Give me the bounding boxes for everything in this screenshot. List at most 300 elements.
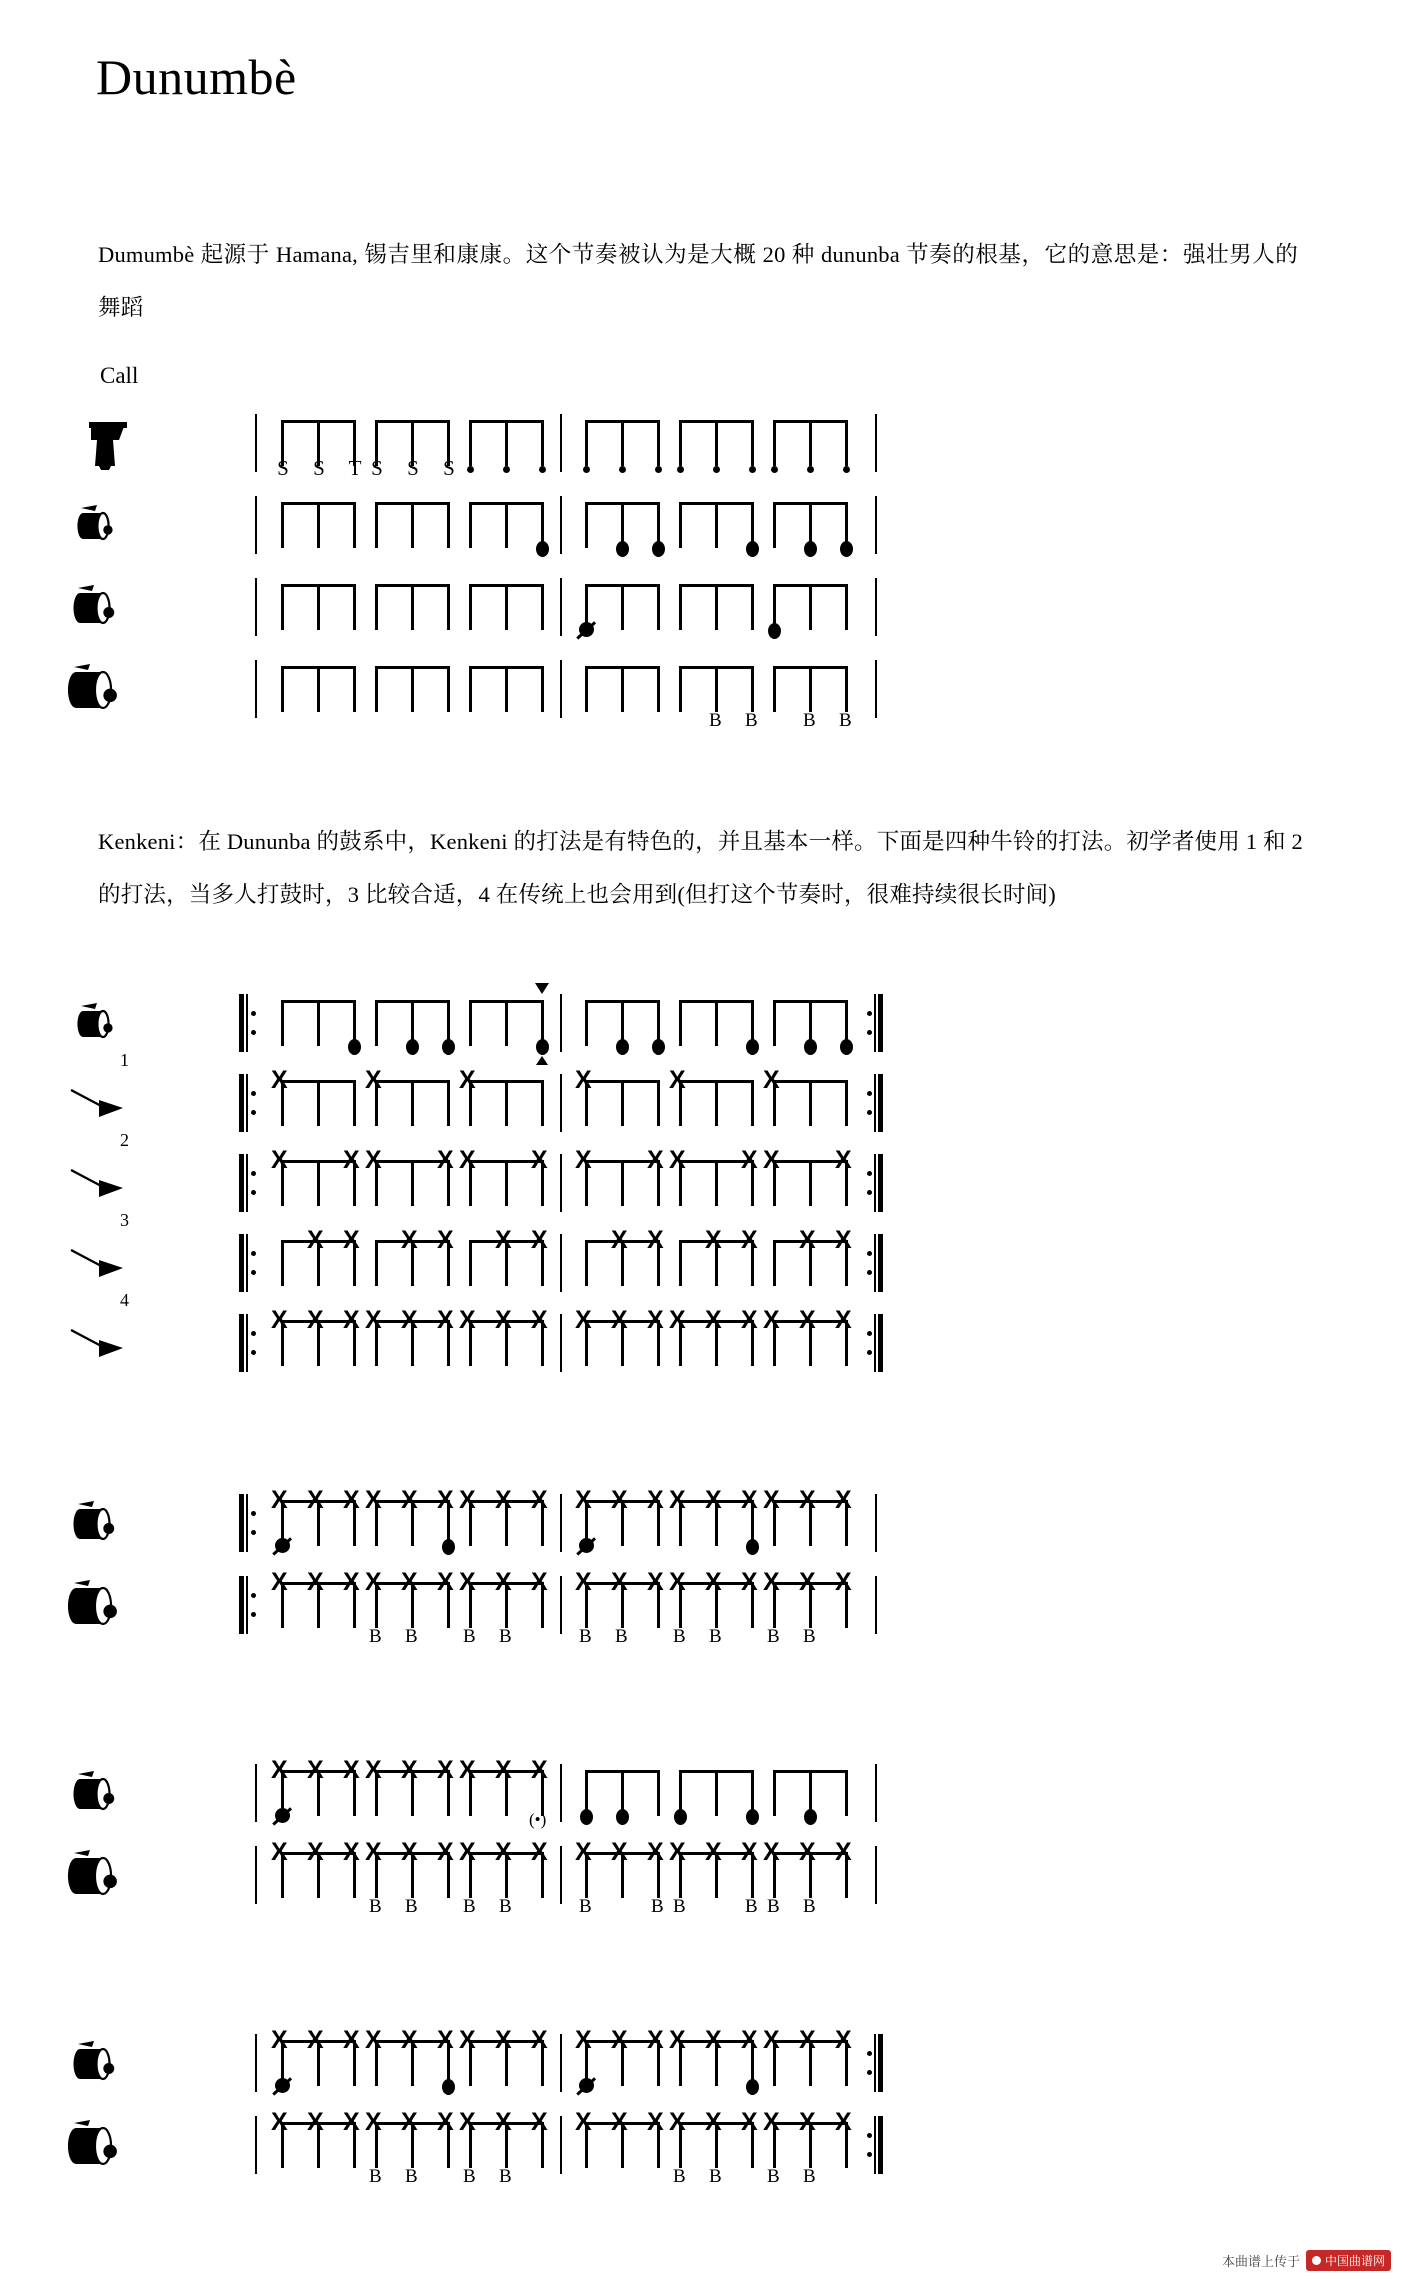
note-stem (773, 420, 776, 466)
repeat-end (867, 1074, 883, 1132)
note-stem (621, 1160, 624, 1206)
beam-group (375, 502, 451, 548)
note-stem (657, 420, 660, 466)
notehead-x: X (437, 1568, 454, 1596)
notehead-dot (503, 466, 510, 473)
barline-middle (560, 1576, 562, 1634)
notehead-bass-letter: B (709, 1626, 722, 1647)
repeat-dot (251, 1530, 256, 1535)
notehead-x: X (575, 1146, 592, 1174)
notehead-x: X (531, 1756, 548, 1784)
notehead-x: X (575, 2108, 592, 2136)
barline-middle (560, 1234, 562, 1292)
notehead-x: X (437, 1756, 454, 1784)
notehead-filled (746, 1809, 759, 1825)
note-stem (353, 1080, 356, 1126)
djembe-icon (55, 398, 171, 484)
notehead-letter: T (348, 456, 362, 480)
note-stem (773, 666, 776, 712)
notehead-x: X (531, 1306, 548, 1334)
note-stem (773, 1000, 776, 1046)
dundunba-drum-icon (55, 1830, 171, 1916)
note-stem (751, 420, 754, 466)
notehead-dot (677, 466, 684, 473)
repeat-start (239, 1074, 255, 1132)
notehead-x: X (575, 1306, 592, 1334)
notehead-x: X (459, 1756, 476, 1784)
notehead-x: X (401, 1306, 418, 1334)
barline-middle (560, 578, 562, 636)
repeat-thin-bar (246, 1576, 248, 1634)
notehead-x: X (531, 1486, 548, 1514)
notehead-x: X (705, 1838, 722, 1866)
cowbell-stick-icon (55, 1218, 171, 1304)
note-stem (809, 1080, 812, 1126)
bell-variation-number: 2 (120, 1130, 129, 1150)
notehead-x: X (365, 1066, 382, 1094)
repeat-dot (867, 1171, 872, 1176)
footer-credit (1222, 2250, 1391, 2271)
repeat-dot (251, 1593, 256, 1598)
repeat-dot (867, 1110, 872, 1115)
repeat-thick-bar (239, 994, 244, 1052)
dundunba-drum-icon (55, 2100, 171, 2186)
notehead-x: X (343, 1486, 360, 1514)
notehead-x: X (307, 2108, 324, 2136)
notehead-bass-letter: B (709, 2166, 722, 2187)
barline-middle (560, 660, 562, 718)
notehead-x: X (271, 2108, 288, 2136)
beam-group (773, 666, 849, 712)
notehead-x: X (835, 1486, 852, 1514)
notehead-x: X (307, 1306, 324, 1334)
notehead-filled (616, 541, 629, 557)
notehead-bass-letter: B (673, 2166, 686, 2187)
notehead-x: X (365, 1568, 382, 1596)
notehead-bass-letter: B (463, 2166, 476, 2187)
notehead-filled (840, 541, 853, 557)
note-stem (281, 1000, 284, 1046)
notehead-dot (713, 466, 720, 473)
note-stem (621, 584, 624, 630)
notehead-x: X (763, 2108, 780, 2136)
notehead-x: X (365, 2026, 382, 2054)
notehead-x: X (705, 1306, 722, 1334)
notehead-bass-letter: B (767, 1626, 780, 1647)
notehead-filled (746, 2079, 759, 2095)
barline-middle (560, 1764, 562, 1822)
notehead-bass-letter: B (651, 1896, 664, 1917)
notehead-x: X (611, 2026, 628, 2054)
repeat-thin-bar (246, 1074, 248, 1132)
beam-group (469, 502, 545, 548)
repeat-thick-bar (239, 1494, 244, 1552)
repeat-dot (867, 2152, 872, 2157)
beam-group (469, 420, 545, 466)
notehead-bass-letter: B (405, 1626, 418, 1647)
notehead-x: X (611, 1568, 628, 1596)
repeat-dot (251, 1331, 256, 1336)
beam-group (773, 1080, 849, 1126)
call-label: Call (100, 363, 139, 388)
note-stem (375, 666, 378, 712)
notehead-bass-letter: B (405, 2166, 418, 2187)
note-stem (505, 1080, 508, 1126)
note-stem (375, 1240, 378, 1286)
repeat-dot (867, 1350, 872, 1355)
note-stem (715, 666, 718, 712)
note-stem (715, 1080, 718, 1126)
note-stem (809, 1160, 812, 1206)
note-stem (679, 502, 682, 548)
notehead-x: X (669, 1146, 686, 1174)
notehead-x: X (365, 1306, 382, 1334)
notehead-x: X (611, 1838, 628, 1866)
notehead-x: X (307, 1486, 324, 1514)
cowbell-stick-icon (55, 1058, 171, 1144)
notehead-x: X (669, 2108, 686, 2136)
notehead-x: X (741, 1306, 758, 1334)
notehead-dot (467, 466, 474, 473)
barline-start (255, 1846, 257, 1904)
note-stem (447, 584, 450, 630)
note-stem (845, 1080, 848, 1126)
note-stem (585, 420, 588, 466)
notehead-x: X (459, 1568, 476, 1596)
notehead-bass-letter: B (803, 710, 816, 731)
note-stem (773, 502, 776, 548)
notehead-x: X (647, 1568, 664, 1596)
notehead-x: X (437, 2108, 454, 2136)
repeat-thick-bar (239, 1074, 244, 1132)
repeat-dot (867, 1030, 872, 1035)
note-stem (353, 502, 356, 548)
notehead-x: X (531, 2026, 548, 2054)
note-stem (353, 584, 356, 630)
repeat-start (239, 1234, 255, 1292)
repeat-thick-bar (878, 994, 883, 1052)
beam-group (375, 1080, 451, 1126)
notehead-x: X (495, 1756, 512, 1784)
notehead-x: X (763, 1568, 780, 1596)
repeat-dot (867, 1270, 872, 1275)
note-stem (715, 584, 718, 630)
note-stem (505, 502, 508, 548)
note-stem (317, 666, 320, 712)
barline-middle (560, 1846, 562, 1904)
repeat-thin-bar (246, 1494, 248, 1552)
notehead-x: X (271, 1486, 288, 1514)
notehead-x: X (271, 1568, 288, 1596)
page-title: Dunumbè (96, 49, 297, 105)
notehead-bass-letter: B (579, 1896, 592, 1917)
notehead-x: X (495, 1306, 512, 1334)
notehead-x: X (343, 1568, 360, 1596)
note-stem (657, 1080, 660, 1126)
notehead-filled (746, 1039, 759, 1055)
notehead-bass-letter: B (803, 1896, 816, 1917)
notehead-x: X (611, 1226, 628, 1254)
barline-middle (560, 496, 562, 554)
site-badge (1306, 2250, 1391, 2271)
notehead-filled (442, 2079, 455, 2095)
notehead-bass-letter: B (369, 1626, 382, 1647)
note-stem (845, 584, 848, 630)
notehead-x: X (365, 1486, 382, 1514)
notehead-bass-letter: B (499, 1896, 512, 1917)
notehead-dot (807, 466, 814, 473)
notehead-x: X (437, 1146, 454, 1174)
note-stem (505, 1000, 508, 1046)
note-stem (809, 584, 812, 630)
note-stem (657, 584, 660, 630)
barline-start (255, 578, 257, 636)
beam-group (375, 666, 451, 712)
repeat-thin-bar (246, 1314, 248, 1372)
repeat-thick-bar (878, 2116, 883, 2174)
notehead-x: X (307, 1226, 324, 1254)
notehead-x: X (611, 2108, 628, 2136)
barline-middle (560, 2034, 562, 2092)
note-stem (469, 502, 472, 548)
repeat-thick-bar (878, 1314, 883, 1372)
barline-middle (560, 1154, 562, 1212)
notehead-x: X (647, 2026, 664, 2054)
notehead-x: X (401, 2026, 418, 2054)
notehead-filled (746, 541, 759, 557)
repeat-dot (251, 1350, 256, 1355)
repeat-start (239, 1494, 255, 1552)
site-logo-icon (1312, 2256, 1321, 2265)
repeat-dot (251, 1110, 256, 1115)
barline-start (255, 660, 257, 718)
repeat-dot (867, 2070, 872, 2075)
note-stem (679, 666, 682, 712)
beam-group (585, 1080, 661, 1126)
note-stem (541, 1080, 544, 1126)
barline-end (875, 578, 877, 636)
barline-middle (560, 1074, 562, 1132)
note-stem (773, 1770, 776, 1816)
beam-group (679, 584, 755, 630)
cowbell-stick-icon (55, 1138, 171, 1224)
notehead-letter: S (443, 456, 455, 480)
notehead-x: X (741, 1146, 758, 1174)
barline-start (255, 1764, 257, 1822)
note-stem (505, 666, 508, 712)
note-stem (317, 1000, 320, 1046)
notehead-x: X (799, 1838, 816, 1866)
notehead-dot (749, 466, 756, 473)
notehead-filled (840, 1039, 853, 1055)
barline-middle (560, 1314, 562, 1372)
cowbell-stick-icon (55, 1298, 171, 1384)
repeat-end (867, 1314, 883, 1372)
notehead-x: X (611, 1306, 628, 1334)
barline-middle (560, 1494, 562, 1552)
sangban-drum-icon (55, 562, 171, 648)
notehead-x: X (307, 1756, 324, 1784)
notehead-x: X (647, 2108, 664, 2136)
notehead-x: X (271, 1306, 288, 1334)
note-stem (751, 584, 754, 630)
notehead-x: X (799, 1226, 816, 1254)
notehead-x: X (343, 1306, 360, 1334)
repeat-dot (251, 1011, 256, 1016)
notehead-x: X (575, 1486, 592, 1514)
notehead-x: X (741, 2026, 758, 2054)
repeat-end (867, 2116, 883, 2174)
notehead-bass-letter: B (579, 1626, 592, 1647)
notehead-x: X (575, 1838, 592, 1866)
notehead-x: X (741, 1486, 758, 1514)
notehead-x: X (307, 2026, 324, 2054)
notehead-x: X (271, 1066, 288, 1094)
notehead-x: X (495, 1226, 512, 1254)
notehead-x: X (271, 1756, 288, 1784)
beam-group (679, 666, 755, 712)
repeat-dot (251, 1091, 256, 1096)
note-stem (447, 502, 450, 548)
notehead-x: X (835, 1568, 852, 1596)
note-stem (505, 584, 508, 630)
notehead-x: X (647, 1486, 664, 1514)
note-stem (585, 1240, 588, 1286)
note-stem (317, 502, 320, 548)
notehead-filled (652, 541, 665, 557)
repeat-start (239, 1576, 255, 1634)
notehead-x: X (647, 1306, 664, 1334)
repeat-thin-bar (874, 1154, 876, 1212)
notehead-bass-letter: B (767, 2166, 780, 2187)
notehead-filled (536, 541, 549, 557)
note-stem (715, 1000, 718, 1046)
note-stem (845, 420, 848, 466)
notehead-x: X (343, 1756, 360, 1784)
note-stem (679, 1000, 682, 1046)
repeat-end (867, 1234, 883, 1292)
barline-start (255, 496, 257, 554)
notehead-x: X (531, 2108, 548, 2136)
notehead-x: X (401, 1486, 418, 1514)
notehead-x: X (401, 1226, 418, 1254)
repeat-thin-bar (874, 1314, 876, 1372)
notehead-letter: S (313, 456, 325, 480)
note-stem (621, 666, 624, 712)
notehead-x: X (799, 2026, 816, 2054)
notehead-x: X (459, 1066, 476, 1094)
notehead-x: X (495, 1486, 512, 1514)
notehead-bass-letter: B (499, 1626, 512, 1647)
note-stem (281, 502, 284, 548)
barline-end (875, 414, 877, 472)
notehead-x: X (575, 1066, 592, 1094)
note-stem (715, 1770, 718, 1816)
beam-group (469, 1000, 545, 1046)
footer-credit-text: 本曲谱上传于 (1221, 2254, 1300, 2269)
note-stem (751, 666, 754, 712)
notehead-filled (616, 1809, 629, 1825)
notehead-x: X (835, 1306, 852, 1334)
notehead-x: X (611, 1486, 628, 1514)
notehead-x: X (531, 1568, 548, 1596)
repeat-thick-bar (239, 1576, 244, 1634)
notehead-x: X (343, 2108, 360, 2136)
repeat-dot (867, 2051, 872, 2056)
note-stem (657, 1770, 660, 1816)
notehead-filled (804, 1809, 817, 1825)
notehead-letter: S (371, 456, 383, 480)
notehead-x: X (705, 1226, 722, 1254)
notehead-x: X (647, 1146, 664, 1174)
note-stem (447, 666, 450, 712)
notehead-bass-letter: B (767, 1896, 780, 1917)
beam-group (679, 1080, 755, 1126)
beam-group (281, 502, 357, 548)
notehead-x: X (799, 1306, 816, 1334)
notehead-x: X (343, 1226, 360, 1254)
notehead-x: X (741, 1568, 758, 1596)
notehead-x: X (365, 2108, 382, 2136)
beam-group (281, 1080, 357, 1126)
notehead-x: X (763, 2026, 780, 2054)
repeat-dot (251, 1171, 256, 1176)
barline-middle (560, 2116, 562, 2174)
notehead-dot (619, 466, 626, 473)
repeat-dot (867, 1331, 872, 1336)
notehead-x: X (763, 1066, 780, 1094)
barline-start (255, 414, 257, 472)
repeat-end (867, 2034, 883, 2092)
notehead-bass-letter: B (463, 1626, 476, 1647)
repeat-thick-bar (239, 1154, 244, 1212)
notehead-x: X (835, 1838, 852, 1866)
sangban-drum-icon (55, 1478, 171, 1564)
notehead-x: X (647, 1838, 664, 1866)
notehead-x: X (459, 1838, 476, 1866)
notehead-bass-letter: B (673, 1626, 686, 1647)
notehead-x: X (705, 1486, 722, 1514)
notehead-filled (652, 1039, 665, 1055)
notehead-dot (843, 466, 850, 473)
beam-group (585, 420, 661, 466)
notehead-x: X (835, 2026, 852, 2054)
notehead-filled (768, 623, 781, 639)
note-stem (809, 666, 812, 712)
notehead-filled (674, 1809, 687, 1825)
barline-middle (560, 994, 562, 1052)
note-stem (317, 1080, 320, 1126)
notehead-x: X (495, 2026, 512, 2054)
repeat-start (239, 994, 255, 1052)
notehead-x: X (575, 1568, 592, 1596)
note-stem (469, 1000, 472, 1046)
notehead-x: X (495, 1838, 512, 1866)
barline-start (255, 2116, 257, 2174)
notehead-bass-letter: B (369, 1896, 382, 1917)
note-stem (715, 1160, 718, 1206)
repeat-start (239, 1154, 255, 1212)
repeat-dot (867, 1011, 872, 1016)
barline-end (875, 1764, 877, 1822)
repeat-thin-bar (246, 994, 248, 1052)
notehead-bass-letter: B (499, 2166, 512, 2187)
beam-group (281, 666, 357, 712)
notehead-x: X (799, 2108, 816, 2136)
note-stem (845, 666, 848, 712)
beam-group (585, 666, 661, 712)
barline-end (875, 660, 877, 718)
